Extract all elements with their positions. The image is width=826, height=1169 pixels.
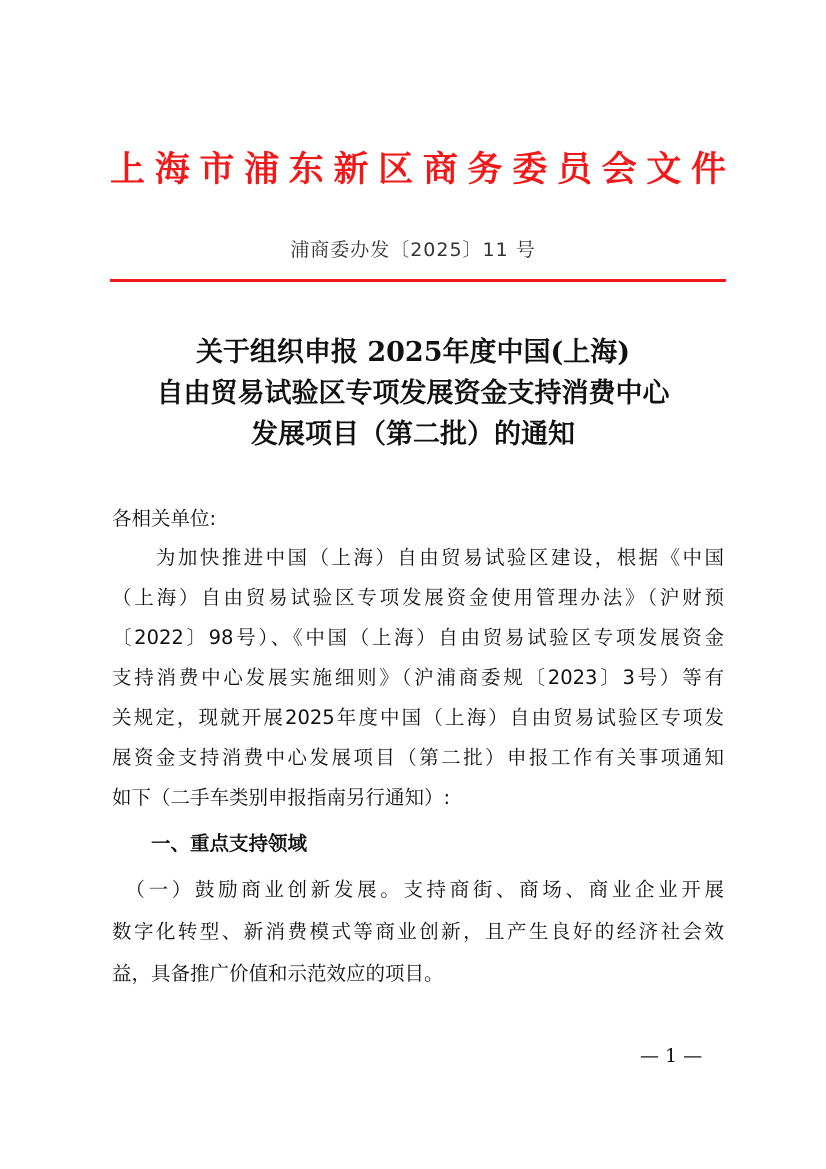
paragraph-line: 〔2022〕98号）、《中国（上海）自由贸易试验区专项发展资金 <box>112 626 724 649</box>
paragraph-line: 展资金支持消费中心发展项目（第二批）申报工作有关事项通知 <box>112 746 724 769</box>
section-line: （一）鼓励商业创新发展。支持商街、商场、商业企业开展 <box>112 878 724 901</box>
document-number: 浦商委办发〔2025〕11 号 <box>290 239 536 261</box>
salutation: 各相关单位: <box>112 507 217 530</box>
paragraph-line: 如下（二手车类别申报指南另行通知）: <box>112 786 451 809</box>
paragraph-line: 为加快推进中国（上海）自由贸易试验区建设，根据《中国 <box>112 546 724 569</box>
document-title-line-2: 自由贸易试验区专项发展资金支持消费中心 <box>156 378 670 409</box>
page-number: — 1 — <box>640 1045 703 1067</box>
paragraph-line: （上海）自由贸易试验区专项发展资金使用管理办法》（沪财预 <box>112 586 724 609</box>
paragraph-line: 支持消费中心发展实施细则》（沪浦商委规〔2023〕3号）等有 <box>112 666 724 689</box>
red-divider-line <box>110 279 726 282</box>
document-title-line-1: 关于组织申报 2025年度中国(上海) <box>195 337 631 368</box>
section-heading: 一、重点支持领域 <box>112 832 308 855</box>
section-line: 益，具备推广价值和示范效应的项目。 <box>112 962 444 985</box>
section-line: 数字化转型、新消费模式等商业创新，且产生良好的经济社会效 <box>112 920 724 943</box>
document-title-line-3: 发展项目（第二批）的通知 <box>251 419 575 450</box>
paragraph-line: 关规定，现就开展2025年度中国（上海）自由贸易试验区专项发 <box>112 706 724 729</box>
issuing-authority-header: 上海市浦东新区商务委员会文件 <box>110 149 726 190</box>
